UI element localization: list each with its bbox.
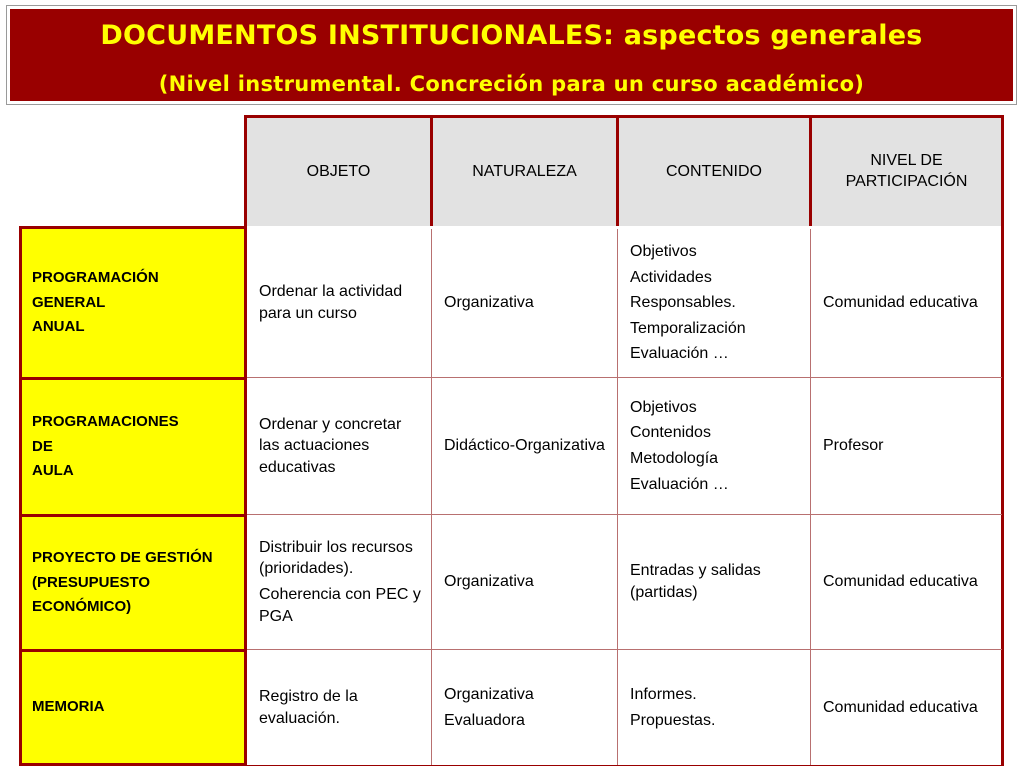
row-header-line: AULA <box>32 462 74 480</box>
cell-text: Entradas y salidas (partidas) <box>630 562 761 601</box>
cell-text: Comunidad educativa <box>823 698 978 716</box>
cell-participacion <box>811 229 1001 377</box>
cell-text: Organizativa <box>444 294 534 312</box>
row-header-programacion-general-anual <box>19 226 247 380</box>
row-header-line: GENERAL <box>32 293 106 311</box>
cell-contenido <box>618 378 810 514</box>
row-header-memoria <box>19 649 247 766</box>
list-item: Actividades <box>630 268 712 286</box>
cell-text: Organizativa <box>444 573 534 591</box>
cell-text: Comunidad educativa <box>823 573 978 591</box>
cell-participacion <box>811 378 1001 514</box>
row-header-line: ECONÓMICO) <box>32 598 132 616</box>
header-naturaleza-label: NATURALEZA <box>472 162 577 180</box>
list-item: Responsables. <box>630 294 736 312</box>
list-item: Evaluadora <box>444 711 525 729</box>
row-header-proyecto-de-gestion <box>19 514 247 652</box>
cell-contenido <box>618 515 810 649</box>
cell-text: Comunidad educativa <box>823 294 978 312</box>
row-header-line: (PRESUPUESTO <box>32 573 151 591</box>
page-subtitle: (Nivel instrumental. Concreción para un curso académico) <box>158 72 865 96</box>
cell-text: Registro de la evaluación. <box>259 687 358 727</box>
list-item: Temporalización <box>630 319 746 337</box>
row-header-line: ANUAL <box>32 318 85 336</box>
cell-naturaleza <box>432 515 617 649</box>
cell-participacion <box>811 515 1001 649</box>
cell-objeto <box>247 650 431 765</box>
cell-contenido <box>618 229 810 377</box>
cell-naturaleza <box>432 650 617 765</box>
cell-objeto <box>247 229 431 377</box>
header-contenido-label: CONTENIDO <box>666 162 762 180</box>
list-item: Evaluación … <box>630 345 729 363</box>
row-header-line: MEMORIA <box>32 698 105 716</box>
header-participacion <box>809 115 1004 229</box>
list-item: Evaluación … <box>630 475 729 493</box>
header-contenido <box>616 115 812 229</box>
cell-text: Coherencia con PEC y PGA <box>259 586 421 625</box>
list-item: Organizativa <box>444 685 534 703</box>
row-header-line: PROGRAMACIONES <box>32 412 179 430</box>
table-top-edge <box>19 226 247 229</box>
list-item: Informes. <box>630 685 697 703</box>
row-header-line: PROGRAMACIÓN <box>32 268 159 286</box>
cell-naturaleza <box>432 378 617 514</box>
page-title: DOCUMENTOS INSTITUCIONALES: aspectos generales <box>100 20 923 51</box>
header-participacion-label: NIVEL DE PARTICIPACIÓN <box>845 152 968 190</box>
list-item: Objetivos <box>630 243 697 261</box>
cell-text: Ordenar la actividad para un curso <box>259 283 403 322</box>
row-header-line: DE <box>32 437 53 455</box>
header-naturaleza <box>430 115 619 229</box>
row-header-line: PROYECTO DE GESTIÓN <box>32 548 213 566</box>
list-item: Objetivos <box>630 398 697 416</box>
row-header-programaciones-de-aula <box>19 377 247 517</box>
header-objeto <box>244 115 433 229</box>
cell-text: Didáctico-Organizativa <box>444 437 605 455</box>
title-banner <box>7 6 1016 104</box>
list-item: Contenidos <box>630 424 711 442</box>
list-item: Propuestas. <box>630 711 716 729</box>
cell-participacion <box>811 650 1001 765</box>
header-objeto-label: OBJETO <box>306 162 371 180</box>
list-item: Metodología <box>630 450 719 467</box>
cell-naturaleza <box>432 229 617 377</box>
cell-contenido <box>618 650 810 765</box>
cell-text: Ordenar y concretar las actuaciones educativas <box>259 415 402 476</box>
cell-objeto <box>247 515 431 649</box>
cell-objeto <box>247 378 431 514</box>
cell-text: Profesor <box>823 437 884 455</box>
cell-text: Distribuir los recursos (prioridades). <box>259 538 413 578</box>
